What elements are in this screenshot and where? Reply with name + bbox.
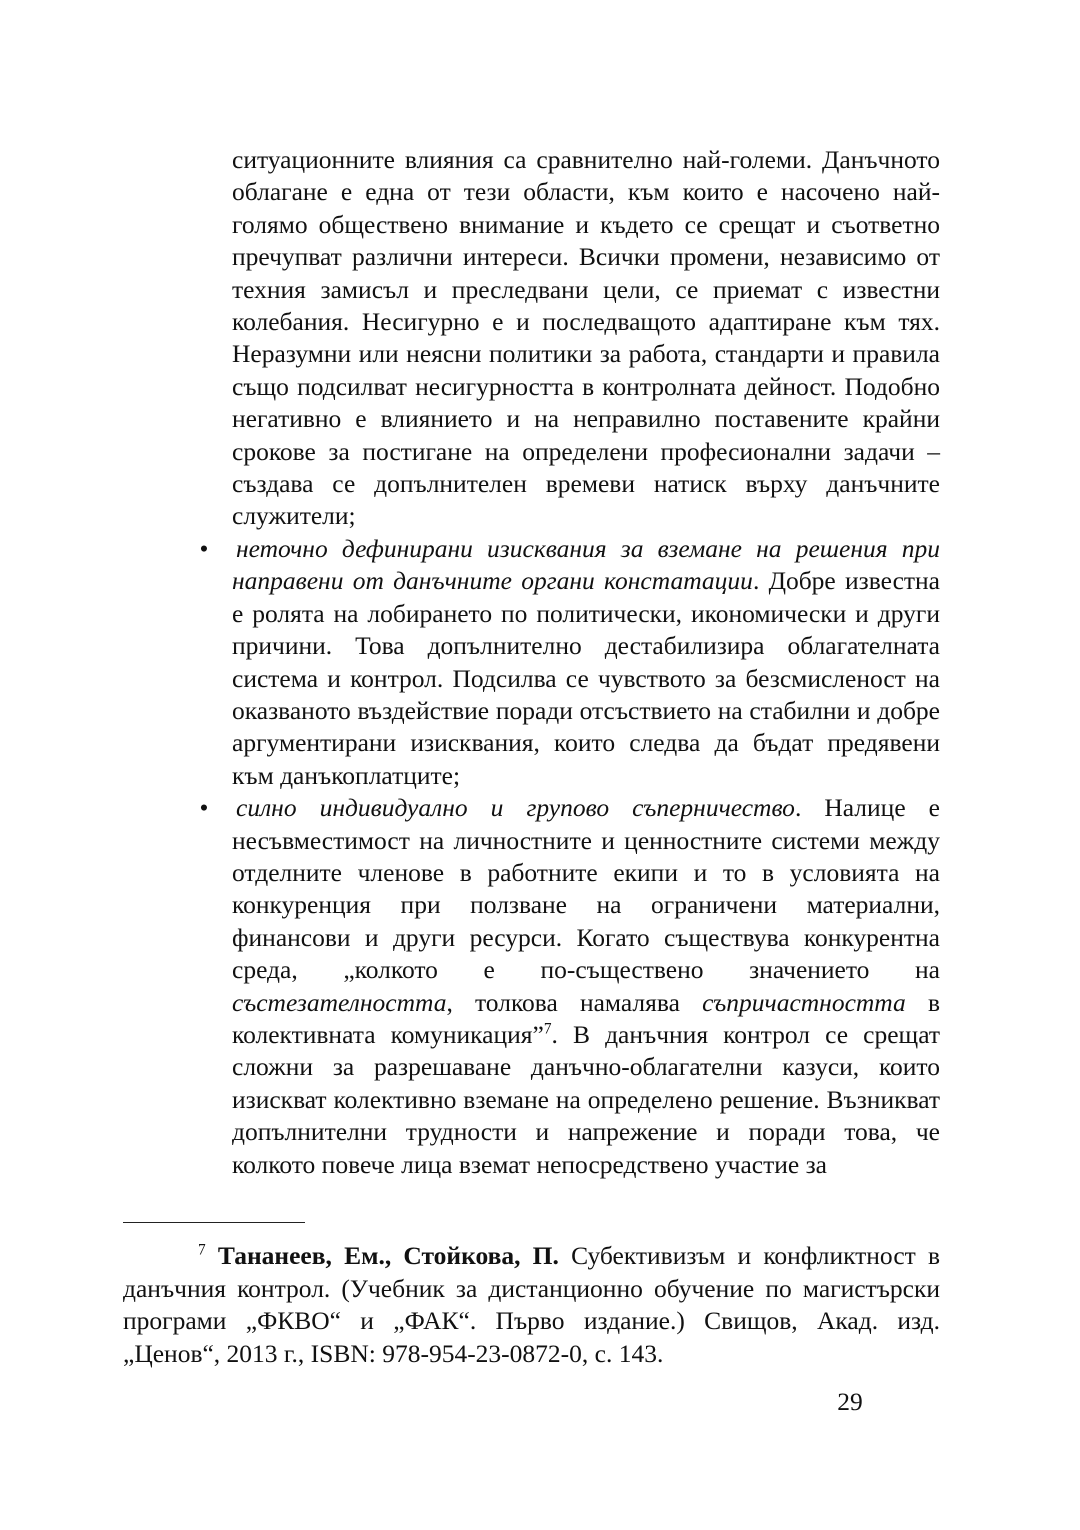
footnote-separator <box>123 1222 305 1223</box>
footnote-marker: 7 <box>198 1241 206 1259</box>
bullet-item-2 <box>199 792 940 1181</box>
page-number: 29 <box>837 1387 863 1416</box>
footnote-reference: 7 <box>543 1020 552 1038</box>
main-text-block <box>199 144 940 1181</box>
footnote-text: Субективизъм и конфликтност в данъчния контрол. (Учебник за дистанционно обучение по магистърски програми „ФКВО“ и „ФАК“. Първо издание.) Свищов, Акад. изд. „Ценов“, 2013 г., ISBN: 978-954-23-0872-0, с. 143. <box>123 1241 941 1368</box>
bullet-marker: • <box>199 533 209 563</box>
emphasis-term: съпричастността <box>702 987 906 1017</box>
bullet-body-text: , толкова намалява <box>446 987 703 1017</box>
footnote <box>123 1240 940 1370</box>
bullet-body-text: . В данъчния контрол се срещат сложни за разрешаване данъчно-облагателни казуси, които изискват колективно вземане на определено решение. Възникват допълнителни трудности и напрежение и поради това, че колкото повече лица вземат непосредствено участие за <box>232 1019 940 1179</box>
emphasis-term: състезателността <box>232 987 447 1017</box>
bullet-body-text: в колективната комуникация” <box>232 987 940 1049</box>
footnote-authors: Тананеев, Ем., Стойкова, П. <box>217 1241 559 1270</box>
bullet-body-text: . Добре известна е ролята на лобирането по политически, икономически и други причини. Това допълнително дестабилизира облагателната система и контрол. Подсилва се чувството за безсмисленост на оказваното въздействие поради отсъствието на стабилни и добре аргументирани изисквания, които следва да бъдат предявени към данъкоплатците; <box>232 566 940 790</box>
paragraph-continued: ситуационните влияния са сравнително най-големи. Данъчното облагане е една от тези области, към които е насочено най-голямо обществено внимание и където се срещат и съответно пречупват различни интереси. Всички промени, независимо от техния замисъл и преследвани цели, се приемат с известни колебания. Несигурно е и последващото адаптиране към тях. Неразумни или неясни политики за работа, стандарти и правила също подсилват несигурността в контролната дейност. Подобно негативно е влиянието и на неправилно поставените крайни срокове за постигане на определени професионални задачи – създава се допълнителен времеви натиск върху данъчните служители; <box>232 145 940 531</box>
bullet-lead-italic: силно индивидуално и групово съперничество <box>236 793 795 823</box>
bullet-lead-italic: неточно дефинирани изисквания за вземане на решения при направени от данъчните органи констатации <box>232 533 940 596</box>
bullet-item-1 <box>199 533 940 792</box>
bullet-body-text: . Налице е несъвместимост на личностните и ценностните системи между отделните членове в работните екипи и то в условията на конкуренция при ползване на ограничени материални, финансови и други ресурси. Когато съществува конкурентна среда, „колкото е по-съществено значението на <box>232 793 940 985</box>
bullet-marker: • <box>199 793 209 823</box>
